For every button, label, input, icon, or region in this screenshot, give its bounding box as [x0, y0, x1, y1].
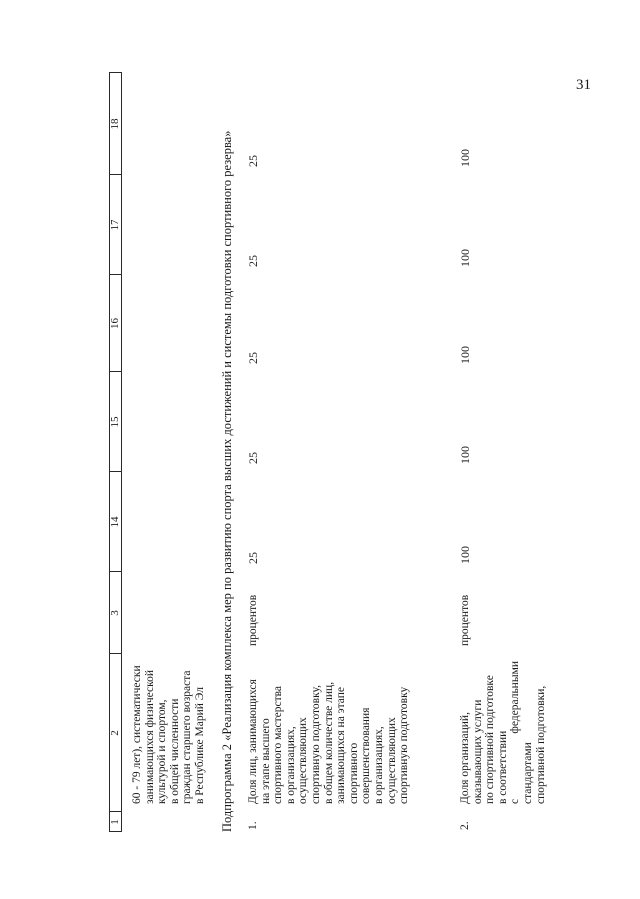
row-value-col18: 100: [458, 149, 472, 167]
row-value-col18: 25: [246, 155, 260, 167]
row-value-col15: 25: [246, 452, 260, 464]
page-number: 31: [576, 77, 591, 93]
row-description: Доля организаций, оказывающих услуги по спортивной подготовке в соответствии с федеральными стандартами спортивной подготовки,: [459, 661, 547, 804]
row-description: Доля лиц, занимающихся на этапе высшего спортивного мастерства в организациях, осуществляющих спортивную подготовку, в общем количестве лиц, занимающихся на этапе спортивного совершенствования в организациях, осуществляющих спортивную подготовку: [247, 679, 411, 804]
column-header-18: 18: [109, 118, 121, 130]
row-value-col17: 25: [246, 255, 260, 267]
column-header-3: 3: [109, 610, 121, 616]
column-header-16: 16: [109, 318, 121, 329]
continued-row-description: 60 - 79 лет), систематически занимающихся физической культурой и спортом, в общей численности граждан старшего возраста в Республике Марий Эл: [131, 665, 206, 804]
row-index: 2.: [459, 821, 471, 830]
row-value-col15: 100: [458, 446, 472, 464]
row-value-col17: 100: [458, 249, 472, 267]
column-header-17: 17: [109, 219, 121, 231]
column-header-14: 14: [109, 516, 121, 528]
row-value-col14: 100: [458, 546, 472, 564]
column-header-15: 15: [109, 416, 121, 428]
subprogram-heading: Подпрограмма 2 «Реализация комплекса мер по развитию спорта высших достижений и системы подготовки спортивного резерва»: [220, 130, 234, 832]
column-header-2: 2: [109, 730, 121, 736]
rotated-table-page: [104, 72, 614, 832]
row-value-col16: 25: [246, 352, 260, 364]
row-value-col14: 25: [246, 552, 260, 564]
row-index: 1.: [247, 821, 259, 830]
row-unit: процентов: [459, 594, 471, 646]
column-header-1: 1: [109, 819, 121, 825]
row-value-col16: 100: [458, 346, 472, 364]
row-unit: процентов: [247, 594, 259, 646]
